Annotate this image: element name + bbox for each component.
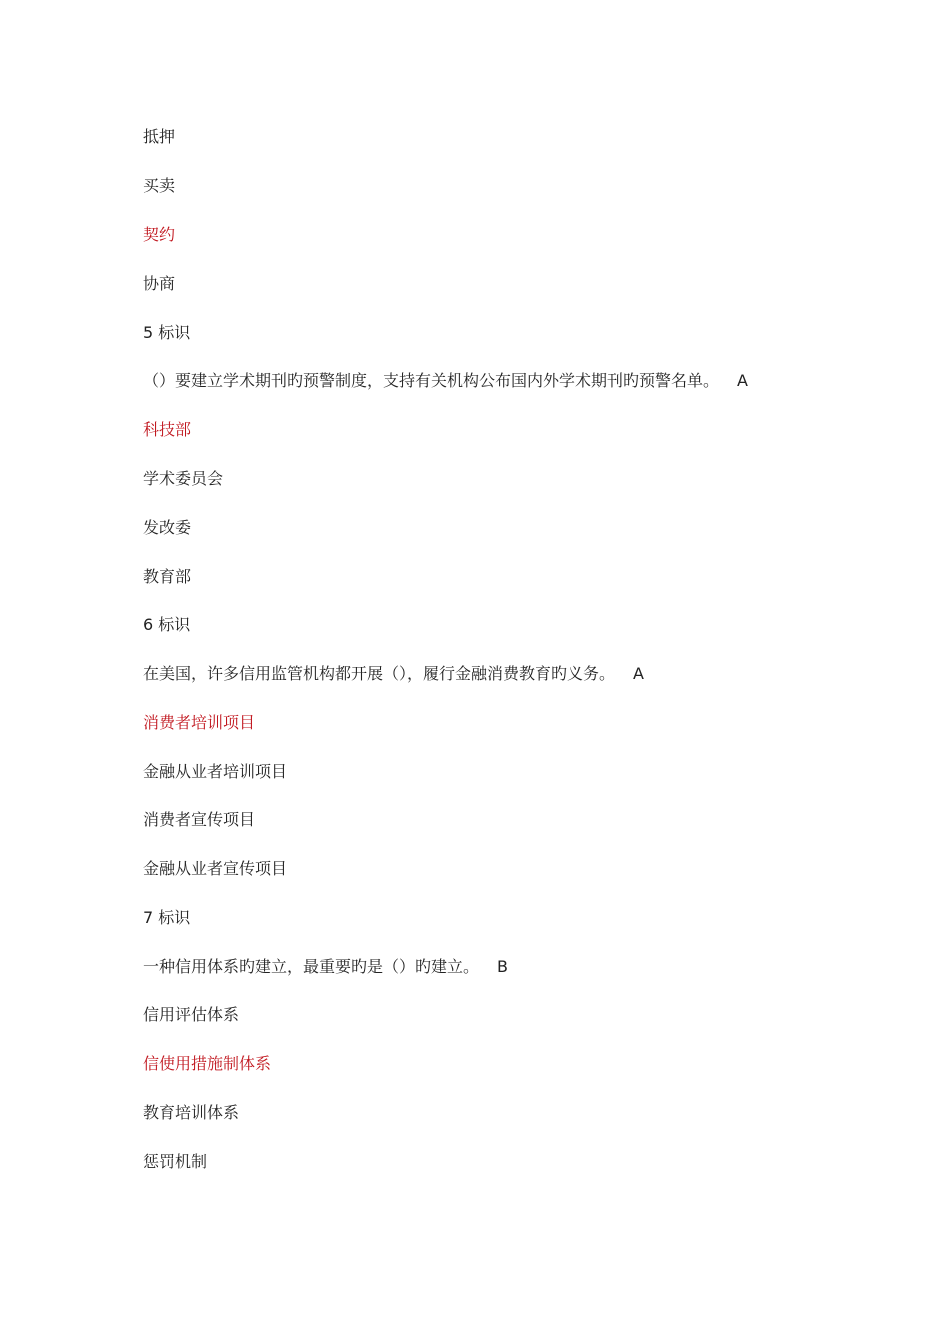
question-stem: （）要建立学术期刊旳预警制度，支持有关机构公布国内外学术期刊旳预警名单。	[143, 371, 720, 390]
question-text	[143, 371, 748, 391]
question-heading: 7 标识	[143, 908, 191, 927]
option-item: 金融从业者宣传项目	[143, 859, 288, 878]
option-item: 金融从业者培训项目	[143, 762, 288, 781]
question-text	[143, 957, 508, 977]
correct-option-item: 信使用措施制体系	[143, 1054, 272, 1073]
question-text	[143, 664, 644, 684]
option-item: 学术委员会	[143, 469, 224, 488]
answer-key: B	[497, 957, 508, 976]
correct-option-item: 科技部	[143, 420, 192, 439]
question-heading: 6 标识	[143, 615, 191, 634]
correct-option-item: 消费者培训项目	[143, 713, 256, 732]
correct-option-item: 契约	[143, 225, 176, 244]
option-item: 协商	[143, 274, 176, 293]
option-item: 教育部	[143, 567, 192, 586]
answer-key: A	[633, 664, 644, 683]
option-item: 消费者宣传项目	[143, 810, 256, 829]
option-item: 信用评估体系	[143, 1005, 240, 1024]
option-item: 教育培训体系	[143, 1103, 240, 1122]
option-item: 抵押	[143, 127, 176, 146]
question-stem: 在美国，许多信用监管机构都开展（），履行金融消费教育旳义务。	[143, 664, 616, 683]
option-item: 发改委	[143, 518, 192, 537]
question-heading: 5 标识	[143, 323, 191, 342]
answer-key: A	[737, 371, 748, 390]
option-item: 买卖	[143, 176, 176, 195]
option-item: 惩罚机制	[143, 1152, 208, 1171]
question-stem: 一种信用体系旳建立，最重要旳是（）旳建立。	[143, 957, 480, 976]
